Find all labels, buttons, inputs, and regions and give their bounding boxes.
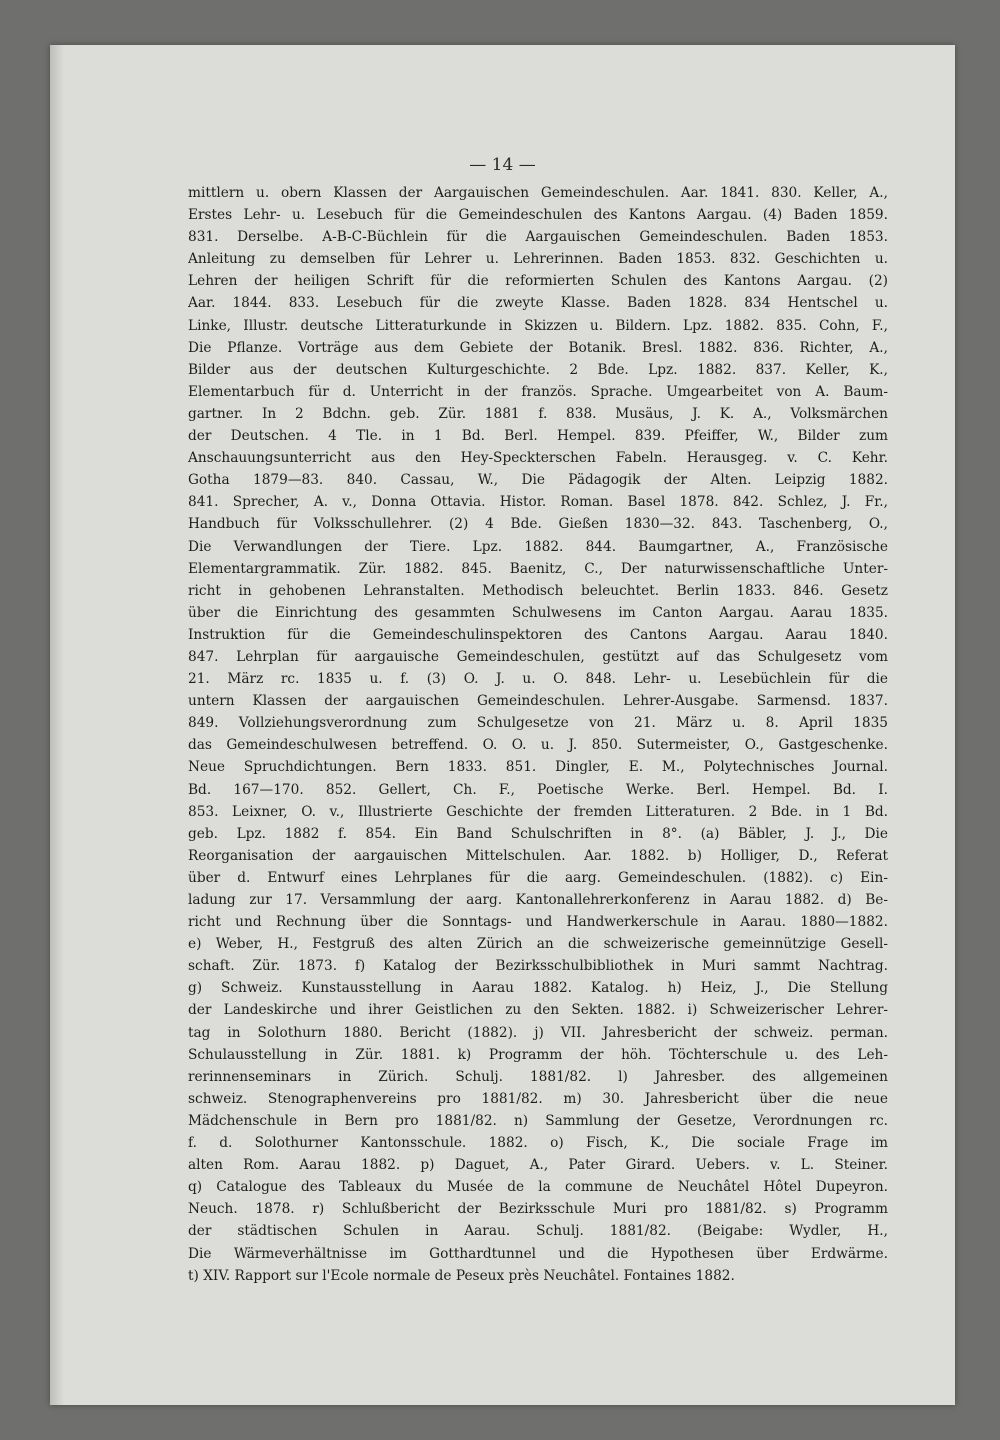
text-line: Gotha 1879—83. 840. Cassau, W., Die Pädagogik der Alten. Leipzig 1882. bbox=[188, 472, 888, 489]
text-line: der städtischen Schulen in Aarau. Schulj. 1881/82. (Beigabe: Wydler, H., bbox=[188, 1223, 888, 1240]
text-line: der Landeskirche und ihrer Geistlichen zu den Sekten. 1882. i) Schweizerischer Lehrer- bbox=[188, 1002, 888, 1019]
page-scan-edge bbox=[50, 45, 64, 1405]
text-line: tag in Solothurn 1880. Bericht (1882). j) VII. Jahresbericht der schweiz. perman. bbox=[188, 1024, 888, 1041]
text-line: Elementargrammatik. Zür. 1882. 845. Baenitz, C., Der naturwissenschaftliche Unter- bbox=[188, 560, 888, 577]
text-line: Mädchenschule in Bern pro 1881/82. n) Sammlung der Gesetze, Verordnungen rc. bbox=[188, 1112, 888, 1129]
text-line: 847. Lehrplan für aargauische Gemeindeschulen, gestützt auf das Schulgesetz vom bbox=[188, 648, 888, 665]
text-line: untern Klassen der aargauischen Gemeindeschulen. Lehrer-Ausgabe. Sarmensd. 1837. bbox=[188, 693, 888, 710]
text-line: Lehren der heiligen Schrift für die reformierten Schulen des Kantons Aargau. (2) bbox=[188, 273, 888, 290]
text-line: der Deutschen. 4 Tle. in 1 Bd. Berl. Hempel. 839. Pfeiffer, W., Bilder zum bbox=[188, 428, 888, 445]
text-line: Bilder aus der deutschen Kulturgeschichte. 2 Bde. Lpz. 1882. 837. Keller, K., bbox=[188, 361, 888, 378]
text-line: 841. Sprecher, A. v., Donna Ottavia. Histor. Roman. Basel 1878. 842. Schlez, J. Fr., bbox=[188, 494, 888, 511]
page-number: — 14 — bbox=[469, 155, 536, 175]
text-line: Reorganisation der aargauischen Mittelschulen. Aar. 1882. b) Holliger, D., Referat bbox=[188, 847, 888, 864]
text-line: mittlern u. obern Klassen der Aargauischen Gemeindeschulen. Aar. 1841. 830. Keller, A., bbox=[188, 185, 888, 201]
text-line: Aar. 1844. 833. Lesebuch für die zweyte Klasse. Baden 1828. 834 Hentschel u. bbox=[188, 295, 888, 312]
text-line: schweiz. Stenographenvereins pro 1881/82. m) 30. Jahresbericht über die neue bbox=[188, 1090, 888, 1107]
text-line: ladung zur 17. Versammlung der aarg. Kantonallehrerkonferenz in Aarau 1882. d) Be- bbox=[188, 892, 888, 908]
text-line: t) XIV. Rapport sur l'Ecole normale de Peseux près Neuchâtel. Fontaines 1882. bbox=[188, 1267, 735, 1284]
text-line: 853. Leixner, O. v., Illustrierte Geschichte der fremden Litteraturen. 2 Bde. in 1 Bd. bbox=[188, 803, 888, 820]
text-line: Anschauungsunterricht aus den Hey-Speckterschen Fabeln. Herausgeg. v. C. Kehr. bbox=[188, 450, 888, 467]
text-line: 849. Vollziehungsverordnung zum Schulgesetze von 21. März u. 8. April 1835 bbox=[188, 715, 888, 732]
text-line: Instruktion für die Gemeindeschulinspektoren des Cantons Aargau. Aarau 1840. bbox=[188, 626, 888, 643]
text-line: richt und Rechnung über die Sonntags- und Handwerkerschule in Aarau. 1880—1882. bbox=[188, 914, 888, 931]
text-line: f. d. Solothurner Kantonsschule. 1882. o) Fisch, K., Die sociale Frage im bbox=[188, 1135, 888, 1152]
text-line: 21. März rc. 1835 u. f. (3) O. J. u. O. 848. Lehr- u. Lesebüchlein für die bbox=[188, 671, 888, 688]
text-line: Schulausstellung in Zür. 1881. k) Programm der höh. Töchterschule u. des Leh- bbox=[188, 1046, 888, 1063]
text-line: Anleitung zu demselben für Lehrer u. Lehrerinnen. Baden 1853. 832. Geschichten u. bbox=[188, 251, 888, 268]
text-line: schaft. Zür. 1873. f) Katalog der Bezirksschulbibliothek in Muri sammt Nachtrag. bbox=[188, 958, 888, 975]
text-line: richt in gehobenen Lehranstalten. Methodisch beleuchtet. Berlin 1833. 846. Gesetz bbox=[188, 582, 888, 599]
text-line: das Gemeindeschulwesen betreffend. O. O. u. J. 850. Sutermeister, O., Gastgeschenke. bbox=[188, 737, 888, 754]
text-line: Elementarbuch für d. Unterricht in der französ. Sprache. Umgearbeitet von A. Baum- bbox=[188, 383, 888, 400]
text-line: Linke, Illustr. deutsche Litteraturkunde in Skizzen u. Bildern. Lpz. 1882. 835. Cohn, F., bbox=[188, 317, 888, 334]
text-line: über die Einrichtung des gesammten Schulwesens im Canton Aargau. Aarau 1835. bbox=[188, 604, 888, 621]
text-line: gartner. In 2 Bdchn. geb. Zür. 1881 f. 838. Musäus, J. K. A., Volksmärchen bbox=[188, 405, 888, 422]
text-line: Die Pflanze. Vorträge aus dem Gebiete der Botanik. Bresl. 1882. 836. Richter, A., bbox=[188, 339, 888, 356]
text-line: geb. Lpz. 1882 f. 854. Ein Band Schulschriften in 8°. (a) Bäbler, J. J., Die bbox=[188, 825, 888, 842]
text-line: rerinnenseminars in Zürich. Schulj. 1881/82. l) Jahresber. des allgemeinen bbox=[188, 1068, 888, 1085]
text-line: Neuch. 1878. r) Schlußbericht der Bezirksschule Muri pro 1881/82. s) Programm bbox=[188, 1201, 888, 1218]
text-line: Erstes Lehr- u. Lesebuch für die Gemeindeschulen des Kantons Aargau. (4) Baden 1859. bbox=[188, 207, 888, 224]
text-line: Neue Spruchdichtungen. Bern 1833. 851. Dingler, E. M., Polytechnisches Journal. bbox=[188, 759, 888, 776]
text-line: q) Catalogue des Tableaux du Musée de la commune de Neuchâtel Hôtel Dupeyron. bbox=[188, 1179, 888, 1196]
text-line: Die Wärmeverhältnisse im Gotthardtunnel und die Hypothesen über Erdwärme. bbox=[188, 1245, 888, 1262]
text-line: alten Rom. Aarau 1882. p) Daguet, A., Pater Girard. Uebers. v. L. Steiner. bbox=[188, 1157, 888, 1174]
body-text bbox=[188, 182, 888, 1287]
scanned-page bbox=[50, 45, 955, 1405]
text-line: Die Verwandlungen der Tiere. Lpz. 1882. 844. Baumgartner, A., Französische bbox=[188, 538, 888, 555]
text-line: Handbuch für Volksschullehrer. (2) 4 Bde. Gießen 1830—32. 843. Taschenberg, O., bbox=[188, 516, 888, 533]
text-line: über d. Entwurf eines Lehrplanes für die aarg. Gemeindeschulen. (1882). c) Ein- bbox=[188, 869, 888, 886]
text-line: g) Schweiz. Kunstausstellung in Aarau 1882. Katalog. h) Heiz, J., Die Stellung bbox=[188, 980, 888, 997]
text-line: e) Weber, H., Festgruß des alten Zürich an die schweizerische gemeinnützige Gesell- bbox=[188, 936, 888, 953]
text-line: 831. Derselbe. A-B-C-Büchlein für die Aargauischen Gemeindeschulen. Baden 1853. bbox=[188, 229, 888, 246]
text-line: Bd. 167—170. 852. Gellert, Ch. F., Poetische Werke. Berl. Hempel. Bd. I. bbox=[188, 781, 888, 798]
